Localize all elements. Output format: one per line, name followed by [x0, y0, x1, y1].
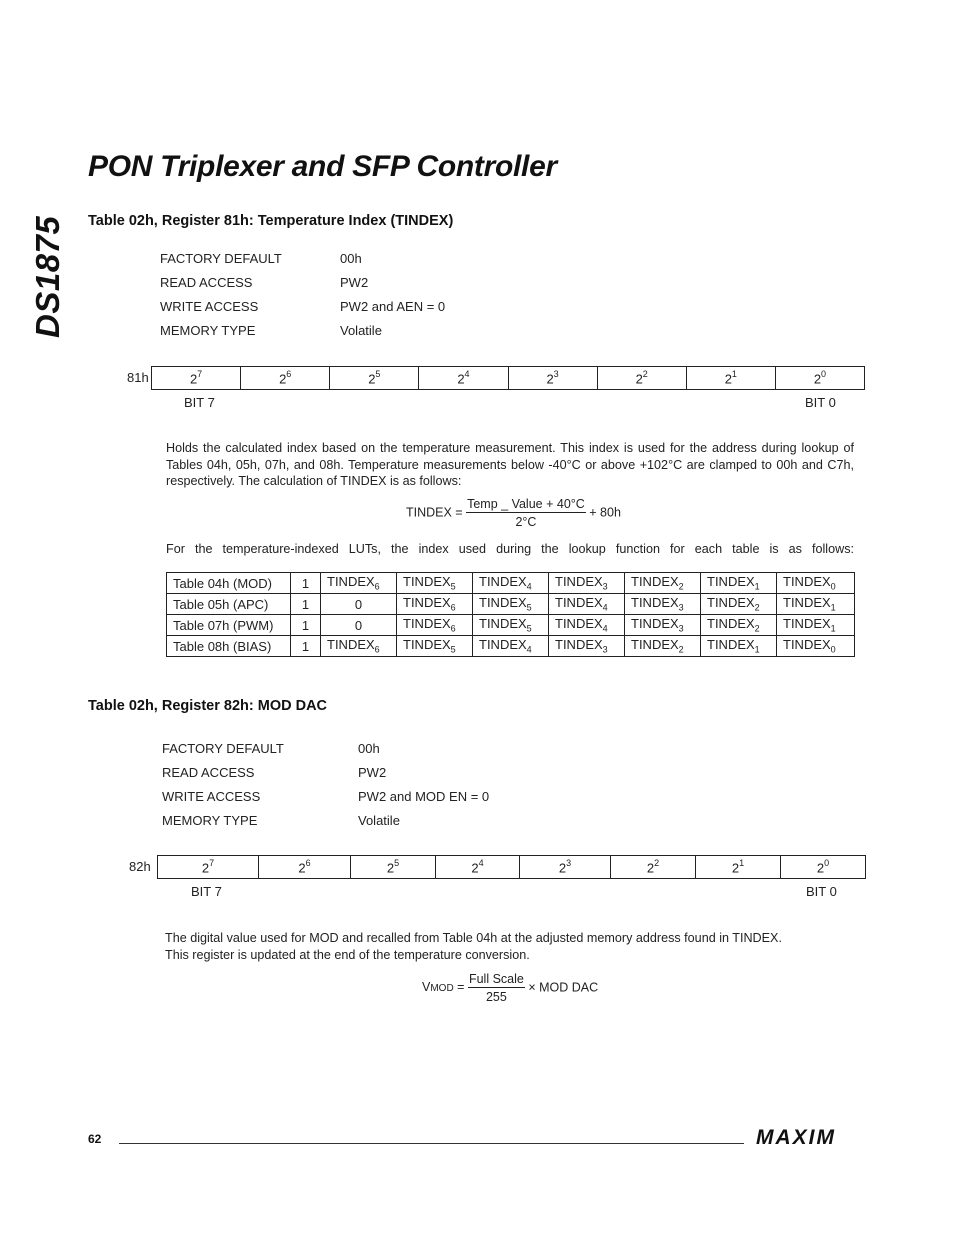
lut-cell: $TINDEX_4$	[549, 594, 625, 615]
description-line: This register is updated at the end of the temperature conversion.	[165, 948, 530, 962]
lut-cell: $TINDEX_4$	[473, 636, 549, 657]
prop-value: 00h	[340, 251, 362, 266]
bit-cell: $2^4$	[436, 856, 520, 879]
bit-cell: $2^6$	[241, 367, 330, 390]
lut-table-name: Table 04h (MOD)	[167, 573, 291, 594]
lut-cell: $TINDEX_3$	[625, 594, 701, 615]
bit-high-label: BIT 7	[191, 884, 222, 899]
lut-cell: $TINDEX_3$	[549, 636, 625, 657]
lut-table-name: Table 05h (APC)	[167, 594, 291, 615]
lut-cell: $TINDEX_4$	[549, 615, 625, 636]
lut-cell: $TINDEX_2$	[625, 573, 701, 594]
description-line: The digital value used for MOD and recalled from Table 04h at the adjusted memory address found in TINDEX.	[165, 931, 782, 945]
equation-rhs: × MOD DAC	[528, 980, 599, 995]
lut-cell: $TINDEX_5$	[473, 594, 549, 615]
prop-value: PW2	[358, 765, 387, 780]
section-heading-82h: Table 02h, Register 82h: MOD DAC	[88, 698, 328, 714]
equation-numerator: Full Scale	[468, 972, 524, 986]
lut-cell: 1	[291, 615, 321, 636]
bit-low-label: BIT 0	[805, 395, 836, 410]
lut-cell: $TINDEX_3$	[625, 615, 701, 636]
register-address: 82h	[129, 859, 151, 874]
lut-cell: $TINDEX_2$	[625, 636, 701, 657]
lut-cell: $TINDEX_1$	[777, 615, 855, 636]
side-part-number: DS1875	[29, 215, 66, 338]
bit-field-81h	[151, 366, 865, 390]
equation-numerator: Temp _ Value + 40°C	[467, 497, 585, 511]
table-row	[167, 594, 855, 615]
lut-cell: 1	[291, 594, 321, 615]
prop-label: WRITE ACCESS	[160, 299, 259, 314]
prop-label: MEMORY TYPE	[162, 813, 258, 828]
equation-denominator: 2°C	[515, 515, 537, 529]
lut-index-table	[166, 572, 855, 657]
prop-label: MEMORY TYPE	[160, 323, 256, 338]
lut-cell: $TINDEX_6$	[397, 594, 473, 615]
lut-table-name: Table 08h (BIAS)	[167, 636, 291, 657]
prop-value: PW2 and MOD EN = 0	[358, 789, 490, 804]
lut-cell: $TINDEX_6$	[321, 573, 397, 594]
description-81h: Holds the calculated index based on the temperature measurement. This index is used for the address during lookup of Tables 04h, 05h, 07h, and 08h. Temperature measurements below -40°C or above +102°C are clamped to 00h and C7h, respectively. The calculation of TINDEX is as follows:	[166, 441, 854, 488]
description-82h	[165, 930, 865, 964]
bit-cell: $2^5$	[330, 367, 419, 390]
bit-cell: $2^0$	[781, 856, 866, 879]
prop-value: Volatile	[340, 323, 382, 338]
table-row	[167, 636, 855, 657]
bit-field-82h	[157, 855, 866, 879]
bit-low-label: BIT 0	[806, 884, 837, 899]
lut-cell: $TINDEX_6$	[321, 636, 397, 657]
lut-table-name: Table 07h (PWM)	[167, 615, 291, 636]
lut-cell: $TINDEX_5$	[397, 573, 473, 594]
lut-cell: $TINDEX_0$	[777, 636, 855, 657]
brand-text: MAXIM	[756, 1126, 836, 1148]
lut-cell: $TINDEX_1$	[777, 594, 855, 615]
table-row	[167, 573, 855, 594]
bit-cell: $2^2$	[597, 367, 686, 390]
lut-cell: $TINDEX_5$	[473, 615, 549, 636]
bit-cell: $2^6$	[259, 856, 351, 879]
prop-value: PW2	[340, 275, 369, 290]
page-title: PON Triplexer and SFP Controller	[88, 150, 557, 183]
vmod-equation	[422, 972, 598, 1004]
lut-cell: $TINDEX_5$	[397, 636, 473, 657]
lut-cell: $TINDEX_1$	[701, 573, 777, 594]
bit-cell: $2^5$	[351, 856, 436, 879]
bit-cell: $2^3$	[520, 856, 611, 879]
bit-cell: $2^2$	[611, 856, 696, 879]
lut-intro: For the temperature-indexed LUTs, the index used during the lookup function for each table is as follows:	[166, 542, 854, 556]
equation-rhs: + 80h	[589, 505, 621, 520]
bit-cell: $2^3$	[508, 367, 597, 390]
lut-cell: 0	[321, 594, 397, 615]
bit-cell: $2^1$	[696, 856, 781, 879]
lut-cell: $TINDEX_3$	[549, 573, 625, 594]
page-number: 62	[88, 1132, 102, 1146]
lut-cell: $TINDEX_2$	[701, 594, 777, 615]
tindex-equation	[406, 497, 621, 529]
prop-label: READ ACCESS	[162, 765, 255, 780]
bit-cell: $2^4$	[419, 367, 508, 390]
lut-cell: $TINDEX_6$	[397, 615, 473, 636]
footer-rule	[119, 1143, 744, 1144]
bit-cell: $2^7$	[152, 367, 241, 390]
equation-denominator: 255	[485, 990, 507, 1004]
section-heading-81h: Table 02h, Register 81h: Temperature Index (TINDEX)	[88, 213, 454, 229]
prop-label: FACTORY DEFAULT	[160, 251, 282, 266]
bit-high-label: BIT 7	[184, 395, 215, 410]
prop-label: FACTORY DEFAULT	[162, 741, 284, 756]
prop-label: WRITE ACCESS	[162, 789, 261, 804]
bit-cell: $2^1$	[686, 367, 775, 390]
lut-cell: $TINDEX_0$	[777, 573, 855, 594]
prop-label: READ ACCESS	[160, 275, 253, 290]
equation-lhs: TINDEX =	[406, 505, 463, 520]
lut-cell: 0	[321, 615, 397, 636]
register-address: 81h	[127, 370, 149, 385]
lut-cell: 1	[291, 636, 321, 657]
prop-value: PW2 and AEN = 0	[340, 299, 446, 314]
lut-cell: $TINDEX_1$	[701, 636, 777, 657]
prop-value: 00h	[358, 741, 380, 756]
prop-value: Volatile	[358, 813, 400, 828]
equation-fraction	[466, 497, 586, 529]
bit-cell: $2^0$	[775, 367, 864, 390]
equation-lhs: VMOD =	[422, 980, 465, 995]
bit-cell: $2^7$	[158, 856, 259, 879]
maxim-logo	[756, 1126, 864, 1153]
lut-cell: $TINDEX_4$	[473, 573, 549, 594]
equation-fraction	[468, 972, 525, 1004]
lut-cell: 1	[291, 573, 321, 594]
table-row	[167, 615, 855, 636]
maxim-logo-icon	[756, 1126, 864, 1148]
lut-cell: $TINDEX_2$	[701, 615, 777, 636]
